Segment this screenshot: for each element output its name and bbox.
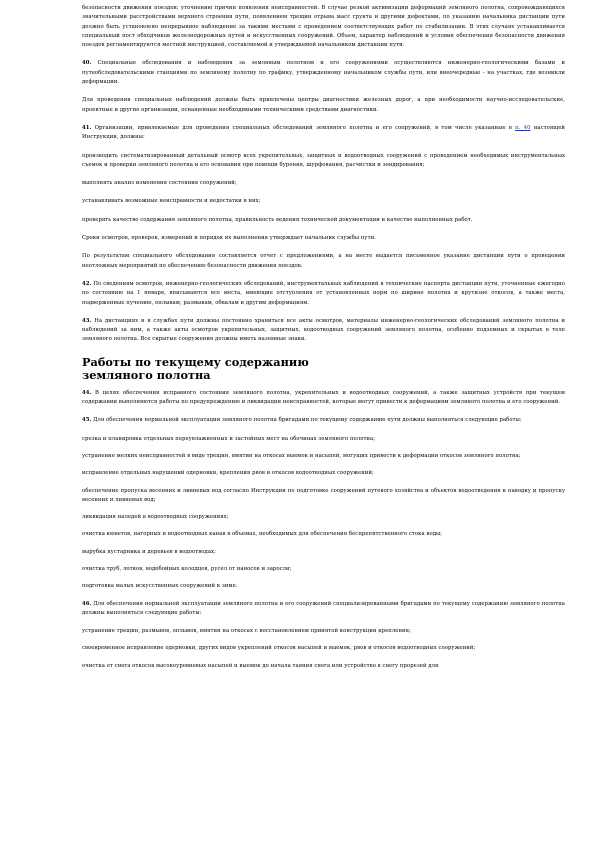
list-item: проверять качество содержания земляного полотна, правильность ведения технической документации и качество выполненных работ. <box>82 216 473 223</box>
paragraph-text: Специальные обследования и наблюдения за земляным полотном и его сооружениями осуществляются инженерно-геологическими базами и путеобследовательскими станциями по земляному полотну по графику, утвержденному начальником службы пути, или внеочередные - на участках, где возникли деформации. <box>82 60 566 86</box>
clause-number: 40. <box>82 60 92 67</box>
paragraph-text: настоящей Инструкции, должны: <box>82 124 566 141</box>
list-item: очистка от снега откосов высокоуровневых насыпей и выемок до начала таяния снега или устройство в снегу прорезей для <box>82 662 439 669</box>
paragraph-41 <box>82 124 565 143</box>
paragraph-44 <box>82 389 565 408</box>
list-item: устранение мелких неисправностей в виде трещин, вмятин на откосах выемок и насыпей, могущих привести к деформации откосов земляного полотна; <box>82 452 521 459</box>
clause-40-link[interactable]: п. 40 <box>515 124 531 131</box>
list-item: производить систематизированный детальный осмотр всех укрепительных, защитных и водоотводных сооружений с проведением необходимых инструментальных съемок и проверки земляного полотна и его основания при помощи бурения, шурфования, расчистки и зондирования; <box>82 152 565 168</box>
list-item: устранение трещин, размывов, оплывов, вмятин на откосах с восстановлением принятой конструкции крепления; <box>82 628 411 635</box>
list-item: очистка труб, лотков, водобойных колодцев, русел от наносов и заросли; <box>82 565 292 572</box>
clause-number: 44. <box>82 389 92 396</box>
list-item: устанавливать возможные неисправности и недостатки в них; <box>82 198 261 205</box>
paragraph-43 <box>82 317 565 345</box>
paragraph-46 <box>82 600 565 619</box>
list-item: своевременное исправление одерновки, других видов укреплений откосов насыпей и выемок, рвов и откосов водоотводных сооружений; <box>82 645 476 652</box>
paragraph-text: В целях обеспечения исправного состояния земляного полотна, укрепительных и водоотводных сооружений, а также защитных устройств при текущем содержании выполняются работы по предупреждению и ликвидации неисправностей, которые могут привести к деформациям земляного полотна и его сооружений. <box>82 389 565 406</box>
paragraph-intro: безопасности движения поездов; уточнению причин появления неисправностей. В случае резкой активизации деформаций земляного полотна, сопровождающихся значительными расстройствами верхнего строения пути, появлением трещин отрыва масс грунта и другими дефектами, по указанию начальника дистанции пути должно быть установлено непрерывное наблюдение за такими местами с проведением соответствующих работ по стабилизации. В этих случаях устанавливается специальный пост обходчиков железнодорожных путей и искусственных сооружений. Объем, характер наблюдений и условия обеспечения безопасности движения поездов регламентируются местной инструкцией, составляемой и утверждаемой начальником дистанции пути. <box>82 5 565 49</box>
paragraph-40 <box>82 59 565 87</box>
clause-number: 43. <box>82 317 92 324</box>
list-item: подготовка малых искусственных сооружений к зиме. <box>82 583 238 590</box>
paragraph-41-report: По результатам специального обследования составляется отчет с предложениями, а на месте выдается письменное указание дистанции пути о проведении неотложных мероприятий по обеспечению безопасности движения поездов. <box>82 253 565 269</box>
list-item: ликвидация наледей в водоотводных сооружениях; <box>82 514 229 521</box>
section-heading <box>82 356 565 382</box>
paragraph-text: Для обеспечения нормальной эксплуатации земляного полотна бригадами по текущему содержанию пути должны выполняться следующие работы: <box>93 417 522 424</box>
section-heading-line-2: земляного полотна <box>82 367 211 382</box>
list-item: очистка кюветов, нагорных и водоотводных канав в объемах, необходимых для обеспечения беспрепятственного стока воды; <box>82 531 443 538</box>
list-item: исправление отдельных нарушений одерновки, крепления рвов и откосов водоотводных сооружений; <box>82 470 374 477</box>
paragraph-text: Для обеспечения нормальной эксплуатации земляного полотна и его сооружений специализированными бригадами по текущему содержанию земляного полотна должны выполняться следующие работы: <box>82 600 565 616</box>
section-heading-line-1: Работы по текущему содержанию <box>82 354 309 369</box>
paragraph-42 <box>82 280 565 308</box>
paragraph-41-schedule: Сроки осмотров, проверок, измерений и порядок их выполнения утверждает начальник службы пути. <box>82 235 376 242</box>
list-item: срезка и планировка отдельных переувлажненных и застойных мест на обочинах земляного полотна; <box>82 435 376 442</box>
paragraph-45 <box>82 416 565 425</box>
clause-number: 45. <box>82 417 92 424</box>
clause-number: 42. <box>82 280 92 287</box>
clause-number: 41. <box>82 124 92 131</box>
paragraph-text: На дистанциях и в службах пути должны постоянно храниться все акты осмотров, материалы инженерно-геологических обследований земляного полотна и наблюдений за ним, а также акты осмотров укрепительных, защитных, водоотводных сооружений земляного полотна, особенно подземных и скрытых в теле земляного полотна. Все скрытые сооружения должны иметь наземные знаки. <box>82 317 565 343</box>
list-item: обеспечение пропуска весенних и ливневых вод согласно Инструкции по подготовке сооружений путевого хозяйства и объектов водоотведения к паводку и пропуску весенних и ливневых вод; <box>82 487 565 503</box>
list-item: выполнять анализ изменения состояния сооружений; <box>82 180 237 187</box>
paragraph-text: Организации, привлекаемые для проведения специальных обследований земляного полотна и его сооружений, в том числе указанные в <box>94 124 516 131</box>
clause-number: 46. <box>82 600 92 607</box>
list-item: вырубка кустарника и деревьев в водоотводах; <box>82 548 216 555</box>
paragraph-text: По сведениям осмотров, инженерно-геологических обследований, инструментальных наблюдений в технические паспорта дистанции пути, уточненные ежегодно по состоянию на 1 января, вписываются все места, имеющие отступления от установленных норм по ширине полотна и крутизне откосов, а также места, подверженные пучению, оплывам, размывам, обвалам и другим деформациям. <box>82 280 565 306</box>
paragraph-40-diagnostics: Для проведения специальных наблюдений должны быть привлечены центры диагностики железных дорог, а при необходимости научно-исследовательские, проектные и другие организации, оснащенные необходимыми техническими средствами диагностики. <box>82 97 565 113</box>
